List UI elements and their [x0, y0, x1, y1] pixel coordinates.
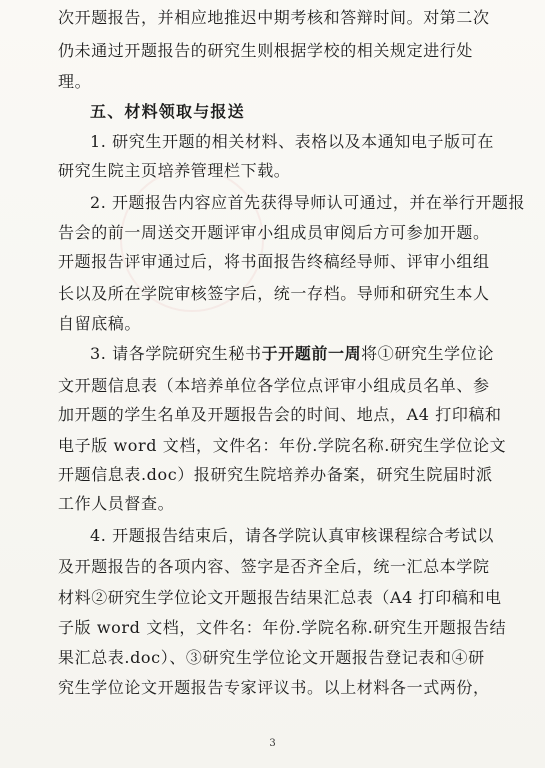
text-line: 2. 开题报告内容应首先获得导师认可通过，并在举行开题报 [90, 193, 525, 212]
text-line: 果汇总表.doc）、③研究生学位论文开题报告登记表和④研 [58, 648, 485, 667]
text-line: 研究生院主页培养管理栏下载。 [58, 161, 291, 180]
text-line: 长以及所在学院审核签字后，统一存档。导师和研究生本人 [58, 284, 490, 303]
text-line: 工作人员督查。 [58, 494, 175, 513]
text-line: 自留底稿。 [58, 314, 142, 333]
text-line: 文开题信息表（本培养单位各学位点评审小组成员名单、参 [58, 376, 490, 395]
text-line: 材料②研究生学位论文开题报告结果汇总表（A4 打印稿和电 [58, 588, 502, 607]
page-number: 3 [269, 738, 276, 749]
text-line: 开题信息表.doc）报研究生院培养办备案，研究生院届时派 [58, 465, 493, 484]
text-line: 子版 word 文档，文件名：年份.学院名称.研究生开题报告结 [58, 618, 507, 637]
section-heading: 五、材料领取与报送 [90, 102, 245, 121]
emphasis-text: 于开题前一周 [261, 344, 362, 363]
text-line: 理。 [58, 72, 92, 91]
text-line: 及开题报告的各项内容、签字是否齐全后，统一汇总本学院 [58, 557, 490, 576]
text-line: 开题报告评审通过后，将书面报告终稿经导师、评审小组组 [58, 252, 490, 271]
text-line: 电子版 word 文档，文件名：年份.学院名称.研究生学位论文 [58, 436, 507, 455]
text-line: 1. 研究生开题的相关材料、表格以及本通知电子版可在 [90, 132, 494, 151]
text-segment: 3. 请各学院研究生秘书 [90, 344, 262, 363]
text-line: 次开题报告，并相应地推迟中期考核和答辩时间。对第二次 [58, 8, 490, 27]
text-segment: 将①研究生学位论 [361, 344, 494, 363]
text-line: 4. 开题报告结束后，请各学院认真审核课程综合考试以 [90, 526, 494, 545]
text-line: 究生学位论文开题报告专家评议书。以上材料各一式两份， [58, 678, 490, 697]
text-line [90, 344, 494, 364]
text-line: 加开题的学生名单及开题报告会的时间、地点，A4 打印稿和 [58, 405, 502, 424]
text-line: 仍未通过开题报告的研究生则根据学校的相关规定进行处 [58, 41, 474, 60]
text-line: 告会的前一周送交开题评审小组成员审阅后方可参加开题。 [58, 223, 490, 242]
